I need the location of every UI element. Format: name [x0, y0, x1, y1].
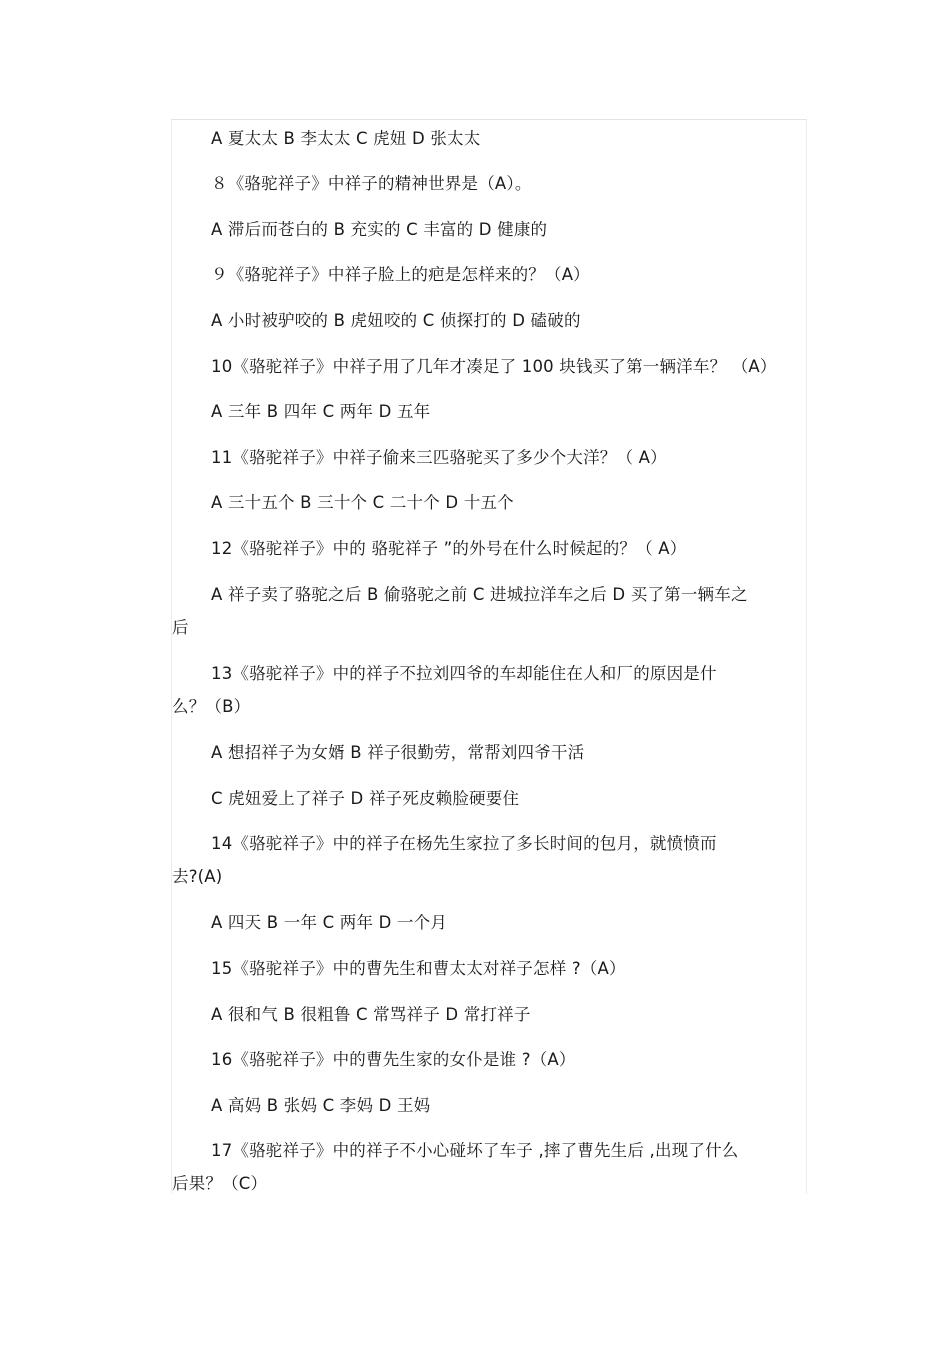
question-15: 15《骆驼祥子》中的曹先生和曹太太对祥子怎样 ?（A）: [211, 959, 626, 978]
answer-options-16: A 高妈 B 张妈 C 李妈 D 王妈: [211, 1096, 431, 1115]
question-11: 11《骆驼祥子》中祥子偷来三匹骆驼买了多少个大洋？（ A）: [211, 448, 667, 467]
answer-options-12-cont: 后: [172, 618, 189, 637]
answer-options-12: A 祥子卖了骆驼之后 B 偷骆驼之前 C 进城拉洋车之后 D 买了第一辆车之: [211, 585, 748, 604]
answer-options-10: A 三年 B 四年 C 两年 D 五年: [211, 402, 431, 421]
question-17-cont: 后果？（C）: [172, 1174, 268, 1193]
question-10: 10《骆驼祥子》中祥子用了几年才凑足了 100 块钱买了第一辆洋车？ （A）: [211, 357, 777, 376]
question-13-cont: 么？（B）: [172, 697, 251, 716]
question-8: ８《骆驼祥子》中祥子的精神世界是（A）。: [211, 174, 532, 193]
question-16: 16《骆驼祥子》中的曹先生家的女仆是谁 ?（A）: [211, 1050, 576, 1069]
answer-options-9: A 小时被驴咬的 B 虎妞咬的 C 侦探打的 D 磕破的: [211, 311, 581, 330]
question-14: 14《骆驼祥子》中的祥子在杨先生家拉了多长时间的包月，就愤愤而: [211, 834, 717, 853]
answer-options-11: A 三十五个 B 三十个 C 二十个 D 十五个: [211, 493, 514, 512]
answer-options-13b: C 虎妞爱上了祥子 D 祥子死皮赖脸硬要住: [211, 789, 520, 808]
question-14-cont: 去?(A): [172, 867, 223, 886]
question-13: 13《骆驼祥子》中的祥子不拉刘四爷的车却能住在人和厂的原因是什: [211, 664, 717, 683]
question-9: ９《骆驼祥子》中祥子脸上的疤是怎样来的？（A）: [211, 265, 590, 284]
question-17: 17《骆驼祥子》中的祥子不小心碰坏了车子 ,摔了曹先生后 ,出现了什么: [211, 1141, 739, 1160]
answer-options-14: A 四天 B 一年 C 两年 D 一个月: [211, 913, 448, 932]
answer-options-7: A 夏太太 B 李太太 C 虎妞 D 张太太: [211, 129, 481, 148]
answer-options-13a: A 想招祥子为女婿 B 祥子很勤劳，常帮刘四爷干活: [211, 743, 585, 762]
answer-options-15: A 很和气 B 很粗鲁 C 常骂祥子 D 常打祥子: [211, 1005, 531, 1024]
question-12: 12《骆驼祥子》中的 骆驼祥子 ”的外号在什么时候起的？（ A）: [211, 539, 687, 558]
answer-options-8: A 滞后而苍白的 B 充实的 C 丰富的 D 健康的: [211, 220, 548, 239]
